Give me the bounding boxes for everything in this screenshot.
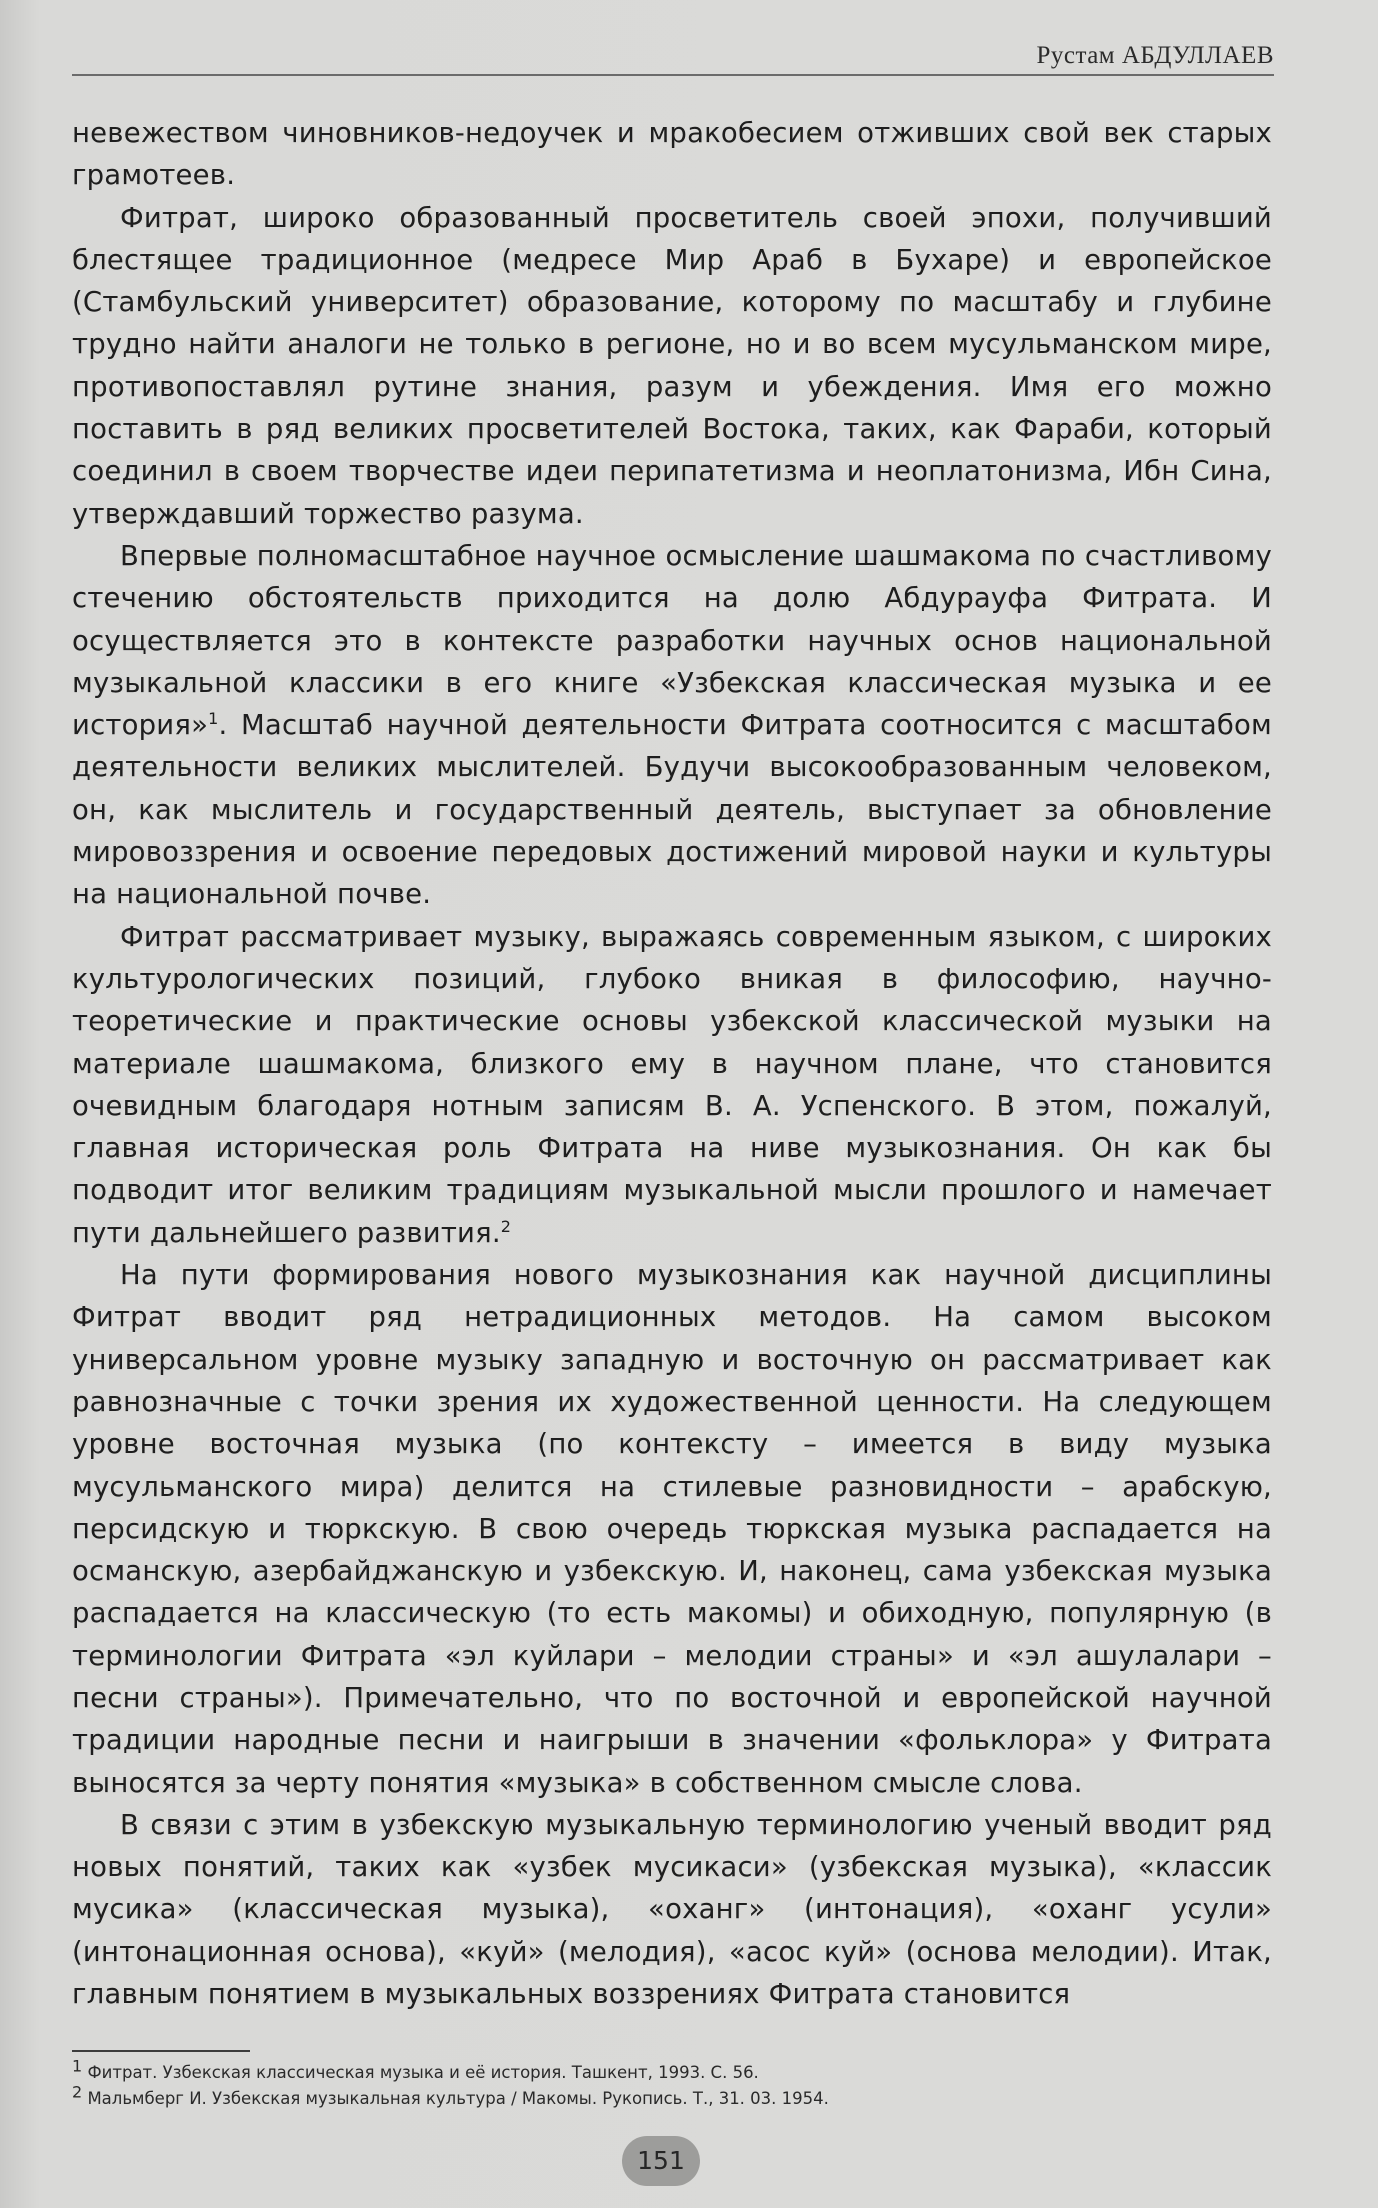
- running-head: Рустам АБДУЛЛАЕВ: [1036, 42, 1274, 69]
- footnote-rule: [72, 2050, 250, 2052]
- footnote-1-text: Фитрат. Узбекская классическая музыка и её история. Ташкент, 1993. С. 56.: [87, 2063, 759, 2082]
- paragraph-4: [72, 916, 1272, 1254]
- footnote-mark-2: 2: [72, 2082, 83, 2102]
- footnote-2: [72, 2082, 1272, 2112]
- footnote-2-text: Мальмберг И. Узбекская музыкальная культура / Макомы. Рукопись. Т., 31. 03. 1954.: [87, 2089, 829, 2108]
- paragraph-1: невежеством чиновников-недоучек и мракобесием отживших свой век старых грамотеев.: [72, 117, 1272, 192]
- footnotes: [72, 2056, 1272, 2112]
- paragraph-5: На пути формирования нового музыкознания как научной дисциплины Фитрат вводит ряд нетрадиционных методов. На самом высоком универсальном уровне музыку западную и восточную он рассматривает как равнозначные с точки зрения их художественной ценности. На следующем уровне восточная музыка (по контексту – имеется в виду музыка мусульманского мира) делится на стилевые разновидности – арабскую, персидскую и тюркскую. В свою очередь тюркская музыка распадается на османскую, азербайджанскую и узбекскую. И, наконец, сама узбекская музыка распадается на классическую (то есть макомы) и обиходную, популярную (в терминологии Фитрата «эл куйлари – мелодии страны» и «эл ашулалари – песни страны»). Примечательно, что по восточной и европейской научной традиции народные песни и наигрыши в значении «фольклора» у Фитрата выносятся за черту понятия «музыка» в собственном смысле слова.: [72, 1259, 1272, 1799]
- body-text: [72, 112, 1272, 2015]
- header-rule: [72, 74, 1274, 76]
- paragraph-3: [72, 535, 1272, 916]
- footnote-ref-2[interactable]: 2: [500, 1216, 512, 1236]
- paragraph-3-part-b: . Масштаб научной деятельности Фитрата соотносится с масштабом деятельности великих мыслителей. Будучи высокообразованным человеком, он, как мыслитель и государственный деятель, выступает за обновление мировоззрения и освоение передовых достижений мировой науки и культуры на национальной почве.: [72, 709, 1272, 911]
- page-number: 151: [622, 2136, 700, 2186]
- footnote-ref-1[interactable]: 1: [208, 709, 219, 728]
- paragraph-2: Фитрат, широко образованный просветитель своей эпохи, получивший блестящее традиционное (медресе Мир Араб в Бухаре) и европейское (Стамбульский университет) образование, которому по масштабу и глубине трудно найти аналоги не только в регионе, но и во всем мусульманском мире, противопоставлял рутине знания, разум и убеждения. Имя его можно поставить в ряд великих просветителей Востока, таких, как Фараби, который соединил в своем творчестве идеи перипатетизма и неоплатонизма, Ибн Сина, утверждавший торжество разума.: [72, 201, 1272, 530]
- paragraph-6: В связи с этим в узбекскую музыкальную терминологию ученый вводит ряд новых понятий, таких как «узбек мусикаси» (узбекская музыка), «классик мусика» (классическая музыка), «оханг» (интонация), «оханг усули» (интонационная основа), «куй» (мелодия), «асос куй» (основа мелодии). Итак, главным понятием в музыкальных воззрениях Фитрата становится: [72, 1808, 1272, 2011]
- paragraph-3-part-a: Впервые полномасштабное научное осмысление шашмакома по счастливому стечению обстоятельств приходится на долю Абдурауфа Фитрата. И осуществляется это в контексте разработки научных основ национальной музыкальной классики в его книге «Узбекская классическая музыка и ее история»: [72, 539, 1272, 742]
- footnote-mark-1: 1: [72, 2056, 83, 2076]
- footnote-1: [72, 2056, 1272, 2086]
- paragraph-4-text: Фитрат рассматривает музыку, выражаясь современным языком, с широких культурологических позиций, глубоко вникая в философию, научно-теоретические и практические основы узбекской классической музыки на материале шашмакома, близкого ему в научном плане, что становится очевидным благодаря нотным записям В. А. Успенского. В этом, пожалуй, главная историческая роль Фитрата на ниве музыкознания. Он как бы подводит итог великим традициям музыкальной мысли прошлого и намечает пути дальнейшего развития.: [72, 920, 1272, 1249]
